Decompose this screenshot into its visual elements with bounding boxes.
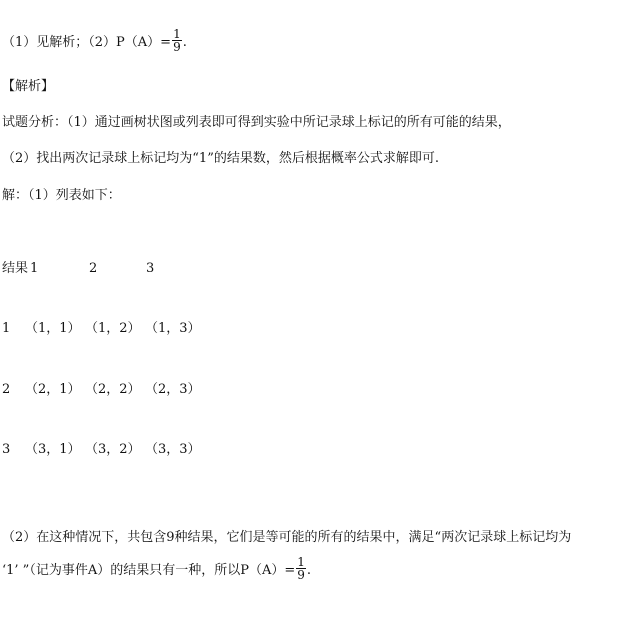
table-row-2-label: 2 <box>2 382 11 397</box>
answer-line <box>2 27 187 55</box>
answer-fraction <box>172 28 182 53</box>
conclusion-line-2 <box>2 555 312 583</box>
table-row-3-cell-2: （3，2） <box>85 442 141 457</box>
conclusion-fraction <box>296 556 306 581</box>
answer-end: . <box>182 35 187 50</box>
conclusion-end: . <box>306 563 312 578</box>
answer-text: （1）见解析；（2）P（A）= <box>2 35 172 50</box>
solution-intro: 解：（1）列表如下： <box>2 188 121 203</box>
analysis-heading: 【解析】 <box>2 79 55 94</box>
table-row-3-cell-3: （3，3） <box>145 442 201 457</box>
conclusion-fraction-numerator: 1 <box>297 555 305 569</box>
table-row-1-label: 1 <box>2 321 11 336</box>
answer-fraction-denominator: 9 <box>173 40 181 54</box>
table-header-label: 结果 <box>2 261 29 276</box>
answer-fraction-numerator: 1 <box>173 27 181 41</box>
table-header-col-3: 3 <box>146 261 155 276</box>
table-row-3-label: 3 <box>2 442 11 457</box>
table-header-col-2: 2 <box>89 261 98 276</box>
conclusion-line-1: （2）在这种情况下，共包含9种结果，它们是等可能的所有的结果中，满足“两次记录球上标记均为 <box>2 530 572 545</box>
analysis-line-2: （2）找出两次记录球上标记均为“1”的结果数，然后根据概率公式求解即可. <box>2 151 439 166</box>
table-row-2-cell-1: （2，1） <box>25 382 81 397</box>
table-row-1-cell-1: （1，1） <box>25 321 81 336</box>
table-row-1-cell-2: （1，2） <box>85 321 141 336</box>
table-row-3-cell-1: （3，1） <box>25 442 81 457</box>
table-row-2-cell-3: （2，3） <box>145 382 201 397</box>
conclusion-text: ‘1’ ”（记为事件A）的结果只有一种，所以P（A）= <box>2 563 296 578</box>
table-row-1-cell-3: （1，3） <box>145 321 201 336</box>
conclusion-fraction-denominator: 9 <box>297 568 305 582</box>
table-header-col-1: 1 <box>30 261 39 276</box>
table-row-2-cell-2: （2，2） <box>85 382 141 397</box>
analysis-line-1: 试题分析：（1）通过画树状图或列表即可得到实验中所记录球上标记的所有可能的结果， <box>2 115 511 130</box>
